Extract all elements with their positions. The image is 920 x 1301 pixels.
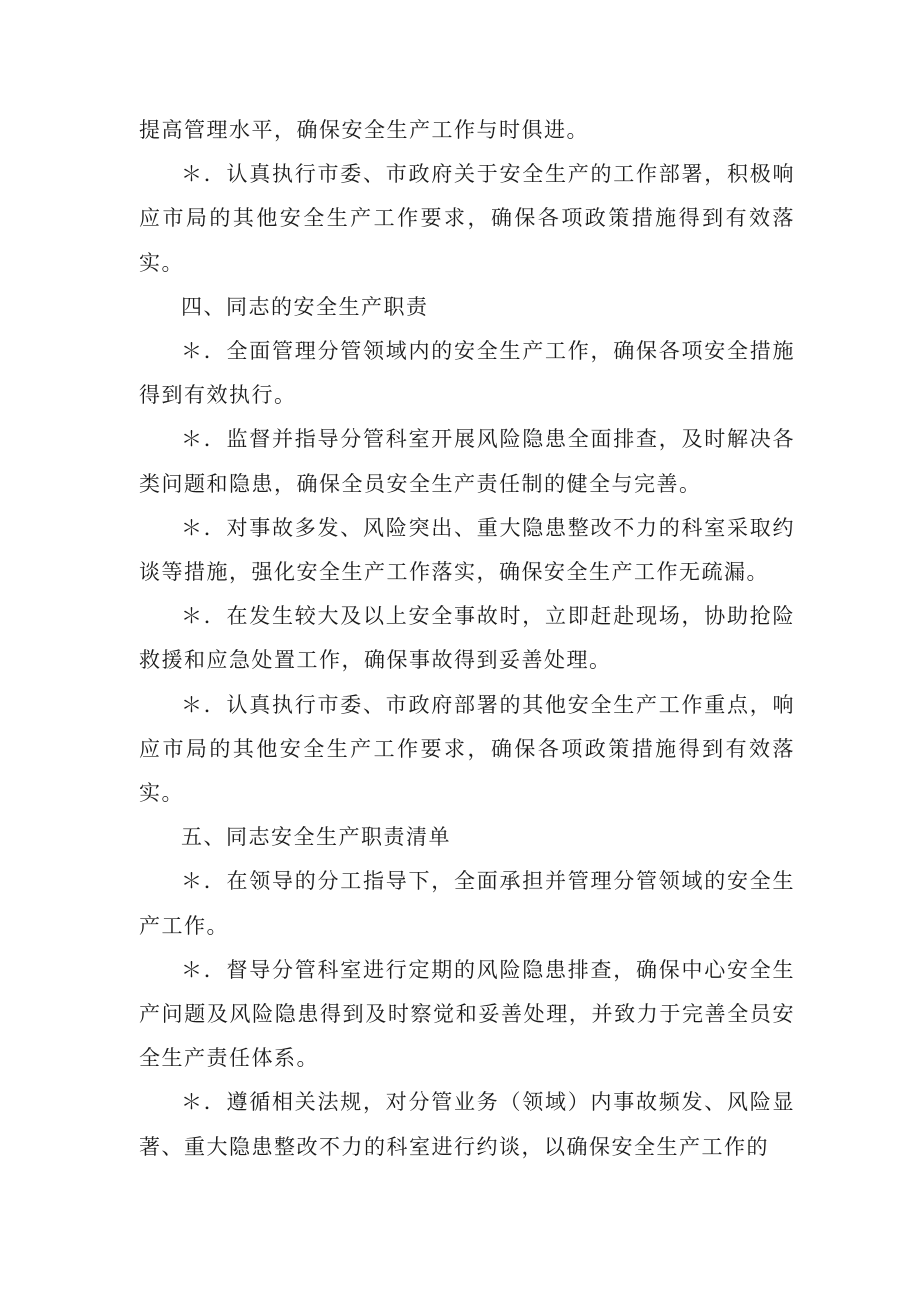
paragraph-item: ＊．全面管理分管领域内的安全生产工作，确保各项安全措施得到有效执行。 [139, 339, 795, 408]
paragraph-continuation: 提高管理水平，确保安全生产工作与时俱进。 [139, 118, 589, 142]
paragraph-item: ＊．对事故多发、风险突出、重大隐患整改不力的科室采取约谈等措施，强化安全生产工作落实，确保安全生产工作无疏漏。 [139, 515, 795, 585]
paragraph-item: ＊．在领导的分工指导下，全面承担并管理分管领域的安全生产工作。 [139, 869, 795, 938]
document-body [139, 108, 795, 1169]
paragraph-item: ＊．认真执行市委、市政府部署的其他安全生产工作重点，响应市局的其他安全生产工作要求，确保各项政策措施得到有效落实。 [139, 692, 795, 806]
section-heading-five: 五、同志安全生产职责清单 [181, 825, 451, 850]
paragraph-item: ＊．在发生较大及以上安全事故时，立即赶赴现场，协助抢险救援和应急处置工作，确保事故得到妥善处理。 [139, 604, 795, 673]
section-heading-four: 四、同志的安全生产职责 [181, 294, 429, 319]
paragraph-item: ＊．督导分管科室进行定期的风险隐患排查，确保中心安全生产问题及风险隐患得到及时察觉和妥善处理，并致力于完善全员安全生产责任体系。 [139, 957, 795, 1071]
paragraph-item: ＊．遵循相关法规，对分管业务（领域）内事故频发、风险显著、重大隐患整改不力的科室进行约谈，以确保安全生产工作的 [139, 1090, 795, 1159]
paragraph-item: ＊．认真执行市委、市政府关于安全生产的工作部署，积极响应市局的其他安全生产工作要求，确保各项政策措施得到有效落实。 [139, 162, 795, 275]
paragraph-item: ＊．监督并指导分管科室开展风险隐患全面排查，及时解决各类问题和隐患，确保全员安全生产责任制的健全与完善。 [139, 427, 795, 496]
